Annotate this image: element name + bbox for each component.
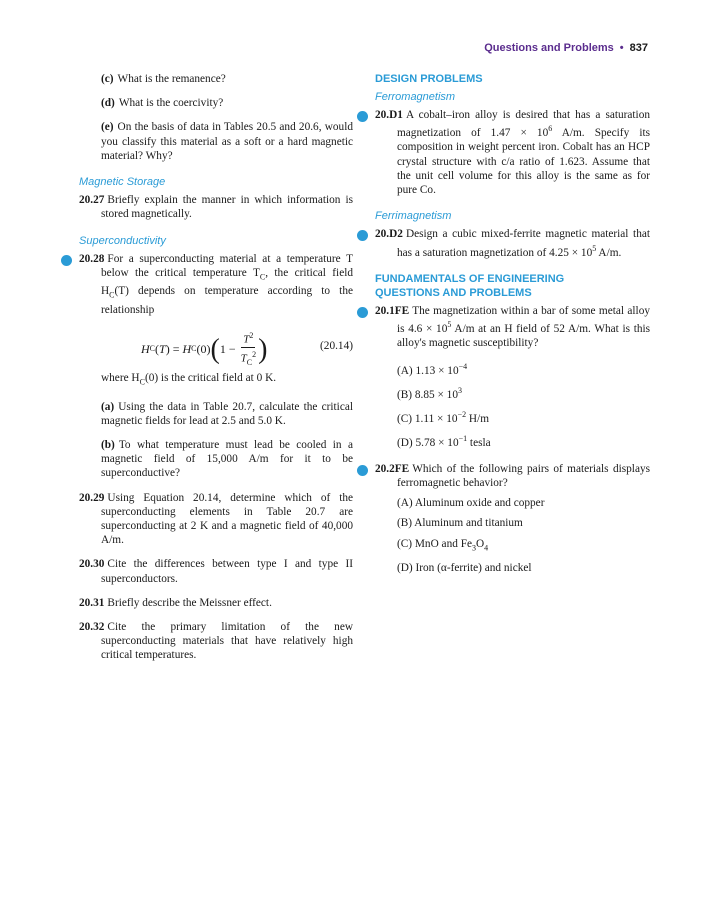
question-part-d: (d) What is the coercivity? bbox=[101, 97, 224, 110]
question-part-e: (e) On the basis of data in Tables 20.5 and 20.6, would you classify this material as a soft or a hard magnetic material? Why? bbox=[101, 121, 353, 162]
question-part-c: (c) What is the remanence? bbox=[101, 73, 226, 85]
fe2-option-a: (A) Aluminum oxide and copper bbox=[397, 497, 545, 510]
header-title: Questions and Problems bbox=[484, 42, 614, 54]
equation-number: (20.14) bbox=[320, 340, 353, 353]
section-ferromagnetism: Ferromagnetism bbox=[375, 91, 456, 103]
question-20-29: 20.29 Using Equation 20.14, determine which of the superconducting elements in Table 20.7 are superconducting at 2 K and a magnetic field of 40,000 A/m. bbox=[79, 491, 353, 547]
fe-heading: FUNDAMENTALS OF ENGINEERING QUESTIONS AND PROBLEMS bbox=[375, 272, 565, 299]
design-problems-heading: DESIGN PROBLEMS bbox=[375, 73, 483, 85]
section-superconductivity: Superconductivity bbox=[79, 234, 166, 247]
right-column bbox=[347, 72, 651, 581]
equation-where: where $H_C(0)$ is the critical field at 0 K. bbox=[101, 372, 277, 387]
question-20-31: 20.31 Briefly describe the Meissner effect. bbox=[79, 596, 272, 609]
question-20-28-b: (b) To what temperature must lead be cooled in a magnetic field of 15,000 A/m for it to be superconductive? bbox=[101, 439, 353, 480]
question-20-27: 20.27 Briefly explain the manner in which information is stored magnetically. bbox=[79, 194, 353, 221]
problem-20-1fe: + 20.1FE The magnetization within a bar of some metal alloy is $4.6 \times 10^5$ A/m at an H field of 52 A/m. What is this alloy's magnetic susceptibility? bbox=[347, 304, 651, 349]
problem-20-d2: + 20.D2 Design a cubic mixed-ferrite magnetic material that has a saturation magnetization of $4.25 \times 10^5$ A/m. bbox=[347, 228, 650, 259]
fe2-option-b: (B) Aluminum and titanium bbox=[397, 517, 523, 530]
section-ferrimagnetism: Ferrimagnetism bbox=[375, 210, 452, 223]
fe1-option-c: (C) $1.11 \times 10^{-2}$ H/m bbox=[397, 409, 489, 425]
question-20-32: 20.32 Cite the primary limitation of the new superconducting materials that have relatively high critical temperatures. bbox=[79, 621, 353, 662]
fe1-option-a: (A) $1.13 \times 10^{-4}$ bbox=[397, 361, 468, 377]
section-magnetic-storage: Magnetic Storage bbox=[79, 176, 166, 189]
plus-icon: + bbox=[357, 465, 368, 476]
header-separator: • bbox=[619, 42, 624, 54]
equation-body: H C ( T ) = H C (0) ( 1 − $\frac{T^2}{T_C^2}$ ) bbox=[141, 331, 268, 367]
plus-icon: + bbox=[357, 230, 368, 241]
problem-20-2fe: + 20.2FE Which of the following pairs of materials displays ferromagnetic behavior? bbox=[347, 462, 650, 490]
plus-icon: + bbox=[357, 111, 368, 122]
running-header bbox=[484, 42, 648, 54]
question-20-28: + 20.28 For a superconducting material at a temperature T below the critical temperature $T_C$, the critical field $H_C(T)$ depends on temperature according to the relationship bbox=[51, 252, 353, 316]
equation-20-14 bbox=[79, 327, 353, 367]
fe1-option-d: (D) $5.78 \times 10^{-1}$ tesla bbox=[397, 433, 491, 449]
page-number: 837 bbox=[629, 42, 648, 54]
fe1-option-b: (B) $8.85 \times 10^3$ bbox=[397, 385, 462, 401]
plus-icon: + bbox=[357, 307, 368, 318]
left-column bbox=[51, 72, 353, 673]
question-20-28-a: (a) Using the data in Table 20.7, calculate the critical magnetic fields for lead at 2.5 and 5.0 K. bbox=[101, 400, 353, 427]
question-20-30: 20.30 Cite the differences between type I and type II superconductors. bbox=[79, 558, 353, 585]
fe2-option-c: (C) MnO and $Fe_3O_4$ bbox=[397, 537, 489, 552]
plus-icon: + bbox=[61, 255, 72, 266]
problem-20-d1: + 20.D1 A cobalt–iron alloy is desired that has a saturation magnetization of $1.47 \times 10^6$ A/m. Specify its composition in weight percent iron. Cobalt has an HCP crystal structure with c/a ratio of 1.623. Assume that the unit cell volume for this alloy is the same as for pure Co. bbox=[347, 109, 650, 196]
fe2-option-d: (D) Iron (α-ferrite) and nickel bbox=[397, 562, 532, 575]
